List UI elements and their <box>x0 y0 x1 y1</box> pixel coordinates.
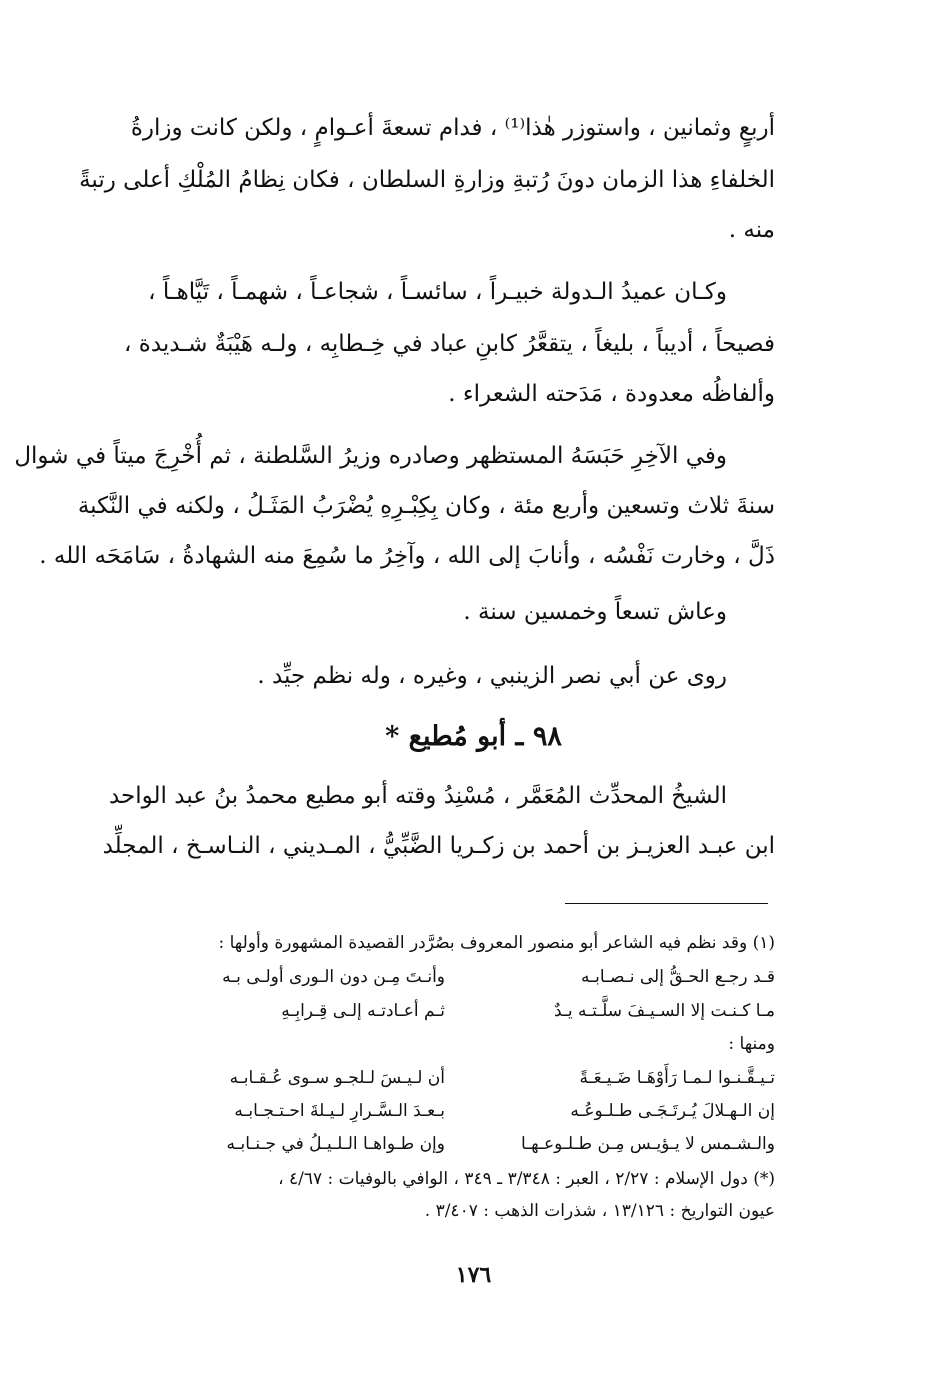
footnote-sources: (*) دول الإسلام : ٢/٢٧ ، العبر : ٣/٣٤٨ ـ ٣٤٩ ، الوافي بالوفيات : ٤/٦٧ ، <box>278 1169 775 1189</box>
paragraph-line: الخلفاءِ هذا الزمان دونَ رُتبةِ وزارةِ السلطان ، فكان نِظامُ المُلْكِ أعلى رتبةً <box>79 167 775 193</box>
paragraph-line: الشيخُ المحدِّث المُعَمَّر ، مُسْنِدُ وقته أبو مطيع محمدُ بنُ عبد الواحد <box>108 783 727 809</box>
paragraph-line: ابن عبـد العزيـز بن أحمد بن زكـريا الضَّبِّيُّ ، المـديني ، النـاسـخ ، المجلِّد <box>102 833 775 859</box>
verse-first-hemistich: قـد رجـع الحـقُّ إلى نـصـابـه <box>581 967 775 987</box>
verse-second-hemistich: وأنـتَ مِـن دون الـورى أولـى بـه <box>222 967 445 987</box>
verse-first-hemistich: إن الـهـلالَ يُـرتَـجَـى طـلـوعُـه <box>570 1101 775 1121</box>
paragraph-line: روى عن أبي نصر الزينبي ، وغيره ، وله نظم جيِّد . <box>257 663 727 689</box>
paragraph-line: وعاش تسعاً وخمسين سنة . <box>463 599 727 625</box>
verse-second-hemistich: وإن طـواهـا الـلـيـلُ في جـنـابـه <box>226 1134 445 1154</box>
page-number: ١٧٦ <box>455 1262 492 1288</box>
verse-second-hemistich: ثـم أعـادتـه إلـى قِـرابِـهِ <box>281 1001 445 1021</box>
verse-second-hemistich: بـعـدَ الـسَّـرارِ لـيـلةَ احـتـجـابـه <box>234 1101 445 1121</box>
paragraph-line: فصيحاً ، أديباً ، بليغاً ، يتقعَّرُ كابنِ عباد في خِـطابِه ، ولـه هَيْبَةٌ شـديدة ، <box>124 331 775 357</box>
paragraph-line: وفي الآخِرِ حَبَسَهُ المستظهر وصادره وزيرُ السَّلطنة ، ثم أُخْرِجَ ميتاً في شوال <box>14 443 727 469</box>
verse-line <box>155 997 775 1025</box>
paragraph-line: أربعٍ وثمانين ، واستوزر هٰذا⁽¹⁾ ، فدام تسعةَ أعـوامٍ ، ولكن كانت وزارةُ <box>130 115 775 141</box>
verse-second-hemistich: أن لـيـسَ لـلجـو سـوى عُـقـابـه <box>229 1068 445 1088</box>
footnote-sources: عيون التواريخ : ١٣/١٢٦ ، شذرات الذهب : ٣/٤٠٧ . <box>424 1201 775 1221</box>
verse-line <box>155 963 775 991</box>
footnote-intro: (١) وقد نظم فيه الشاعر أبو منصور المعروف بصُرَّدر القصيدة المشهورة وأولها : <box>218 933 775 953</box>
section-heading: ٩٨ ـ أبو مُطيع * <box>385 721 562 752</box>
verse-first-hemistich: والـشـمس لا يـؤيـس مِـن طـلـوعـهـا <box>521 1134 775 1154</box>
paragraph-line: وألفاظُه معدودة ، مَدَحته الشعراء . <box>448 381 775 407</box>
verse-line <box>155 1097 775 1125</box>
paragraph-line: ذَلَّ ، وخارت نَفْسُه ، وأنابَ إلى الله ، وآخِرُ ما سُمِعَ منه الشهادةُ ، سَامَحَه الله . <box>39 543 775 569</box>
footnote-separator <box>565 903 768 904</box>
paragraph-line: منه . <box>728 217 775 243</box>
paragraph-line: سنةَ ثلاث وتسعين وأربع مئة ، وكان بِكِبْـرِهِ يُضْرَبُ المَثَـلُ ، ولكنه في النَّكبة <box>77 493 775 519</box>
paragraph-line: وكـان عميدُ الـدولة خبيـراً ، سائسـاً ، شجاعـاً ، شهمـاً ، تَيَّاهـاً ، <box>148 279 727 305</box>
verse-line <box>155 1064 775 1092</box>
footnote-and-from-it: ومنها : <box>728 1034 775 1054</box>
verse-first-hemistich: تـيـقَّـنـوا لـمـا رَأَوْهَـا ضَـيـعَـةً <box>579 1068 775 1088</box>
verse-line <box>155 1130 775 1158</box>
verse-first-hemistich: مـا كـنـت إلا السـيـفَ سلَّـتـه يـدٌ <box>553 1001 775 1021</box>
